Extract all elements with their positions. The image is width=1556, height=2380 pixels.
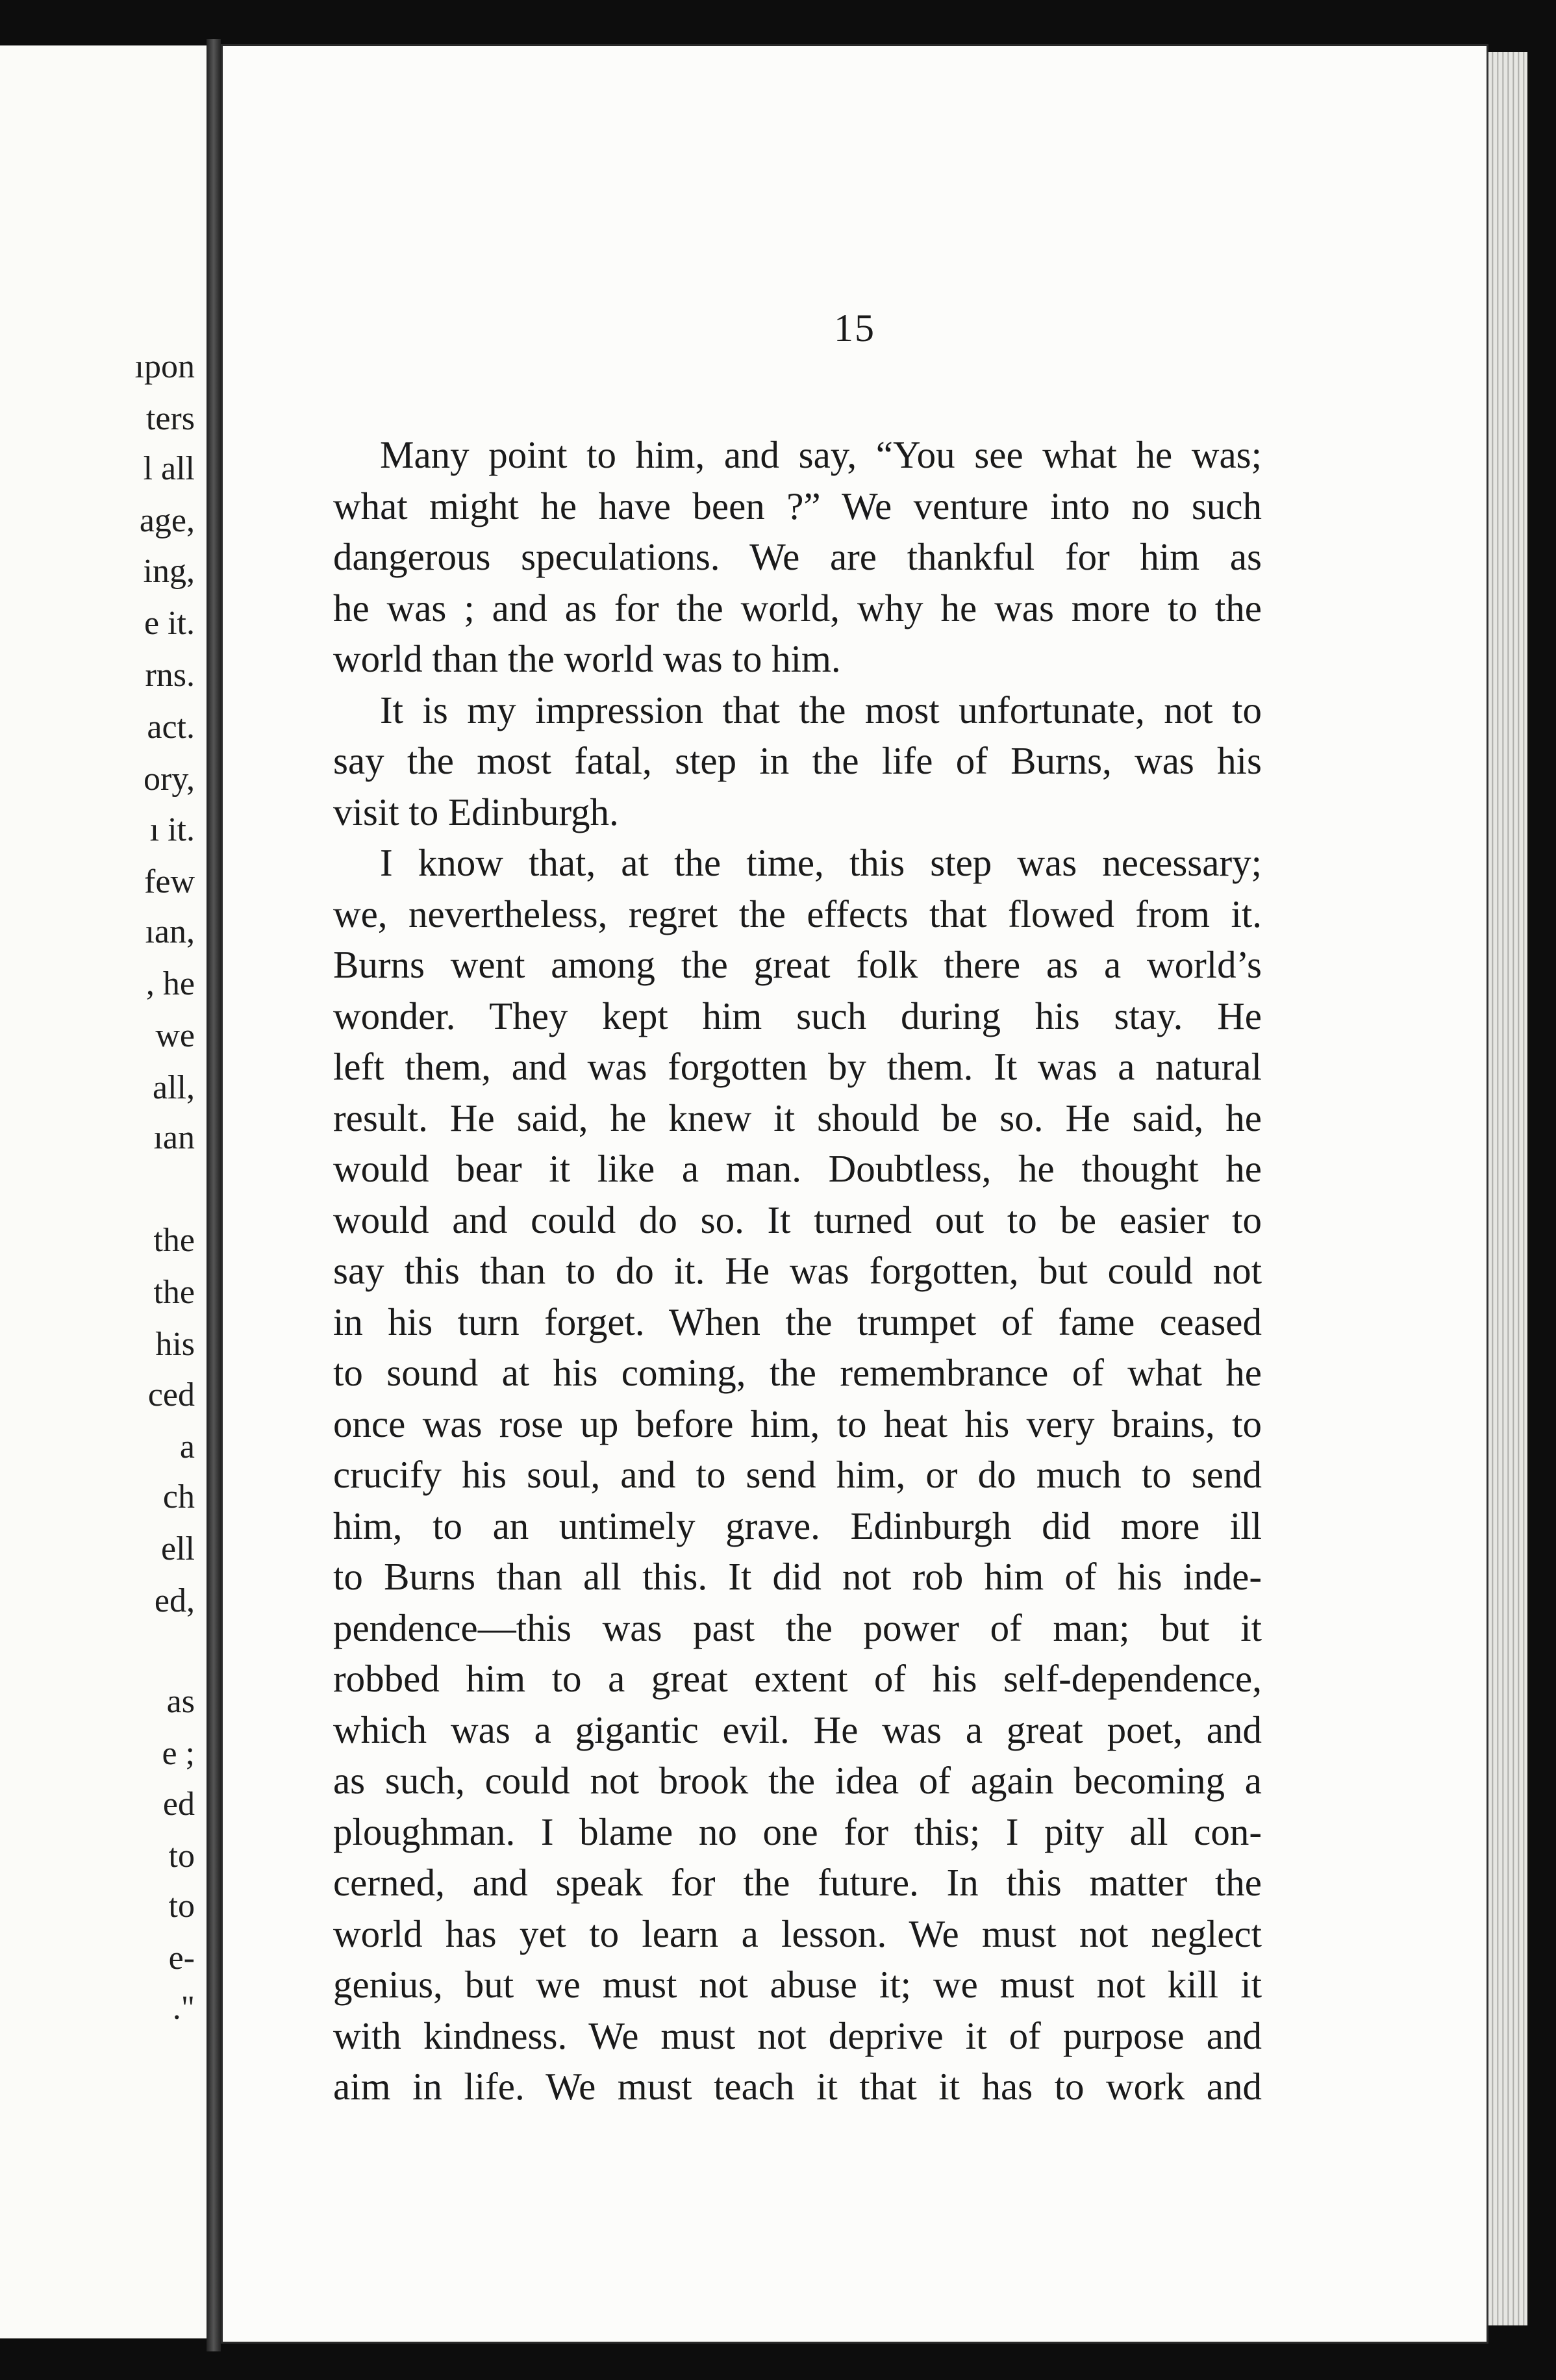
previous-page-edge [0,45,209,2338]
left-page-text-fragment: his [155,1326,195,1363]
text-line: world has yet to learn a lesson. We must not neglect [333,1912,1262,1955]
text-line: cerned, and speak for the future. In this matter the [333,1861,1262,1904]
text-line: which was a gigantic evil. He was a great poet, and [333,1708,1262,1751]
left-page-text-fragment: as [166,1683,195,1720]
left-page-text-fragment: a [179,1428,195,1465]
left-page-text-fragment: l all [143,450,195,487]
text-line: It is my impression that the most unfortunate, not to [380,688,1262,731]
left-page-text-fragment: ch [162,1478,195,1515]
left-page-text-fragment: , he [145,965,195,1002]
text-line: with kindness. We must not deprive it of purpose and [333,2014,1262,2057]
text-line: as such, could not brook the idea of again becoming a [333,1759,1262,1802]
left-page-text-fragment: few [144,863,195,900]
left-page-text-fragment: we [155,1017,195,1054]
text-line: say the most fatal, step in the life of Burns, was his [333,739,1262,782]
left-page-text-fragment: age, [139,502,195,539]
left-page-text-fragment: e- [168,1940,195,1977]
text-line: would and could do so. It turned out to be easier to [333,1198,1262,1241]
left-page-text-fragment: to [168,1838,195,1875]
text-line: result. He said, he knew it should be so. He said, he [333,1096,1262,1139]
book-page [221,44,1488,2344]
text-line: left them, and was forgotten by them. It was a natural [333,1045,1262,1088]
text-line: visit to Edinburgh. [333,790,619,833]
left-page-text-fragment: ed [162,1786,195,1823]
left-page-text-fragment: ıpon [134,348,195,385]
left-page-text-fragment: ı it. [149,811,195,848]
text-line: say this than to do it. He was forgotten, but could not [333,1249,1262,1292]
page-number: 15 [834,307,875,349]
text-line: aim in life. We must teach it that it has to work and [333,2065,1262,2108]
left-page-text-fragment: e ; [162,1735,195,1772]
text-line: I know that, at the time, this step was necessary; [380,841,1262,884]
text-line: he was ; and as for the world, why he was more to the [333,586,1262,629]
left-page-text-fragment: ory, [144,761,195,798]
text-line: him, to an untimely grave. Edinburgh did more ill [333,1504,1262,1547]
text-line: to Burns than all this. It did not rob him of his inde- [333,1555,1262,1598]
left-page-text-fragment: ced [147,1376,195,1413]
left-page-text-fragment: ." [172,1990,195,2027]
text-line: Burns went among the great folk there as a world’s [333,943,1262,986]
text-line: dangerous speculations. We are thankful for him as [333,535,1262,578]
left-page-text-fragment: ed, [154,1582,195,1619]
left-page-text-fragment: ıan, [145,913,195,950]
text-line: crucify his soul, and to send him, or do much to send [333,1453,1262,1496]
text-line: Many point to him, and say, “You see what he was; [380,433,1262,476]
left-page-text-fragment: to [168,1888,195,1925]
left-page-text-fragment: e it. [144,605,195,642]
text-line: to sound at his coming, the remembrance of what he [333,1351,1262,1394]
left-page-text-fragment: ters [145,400,195,437]
left-page-text-fragment: act. [147,709,195,746]
text-line: ploughman. I blame no one for this; I pity all con- [333,1810,1262,1853]
left-page-text-fragment: ıan [153,1119,195,1156]
left-page-text-fragment: ell [161,1530,195,1567]
text-line: we, nevertheless, regret the effects that flowed from it. [333,892,1262,935]
text-line: pendence—this was past the power of man; but it [333,1606,1262,1649]
text-line: world than the world was to him. [333,637,841,680]
left-page-text-fragment: all, [153,1069,195,1106]
left-page-text-fragment: ing, [143,553,195,590]
left-page-text-fragment: the [153,1274,195,1311]
book-gutter [207,39,221,2351]
page-body-text [333,429,1262,2112]
text-line: genius, but we must not abuse it; we must not kill it [333,1963,1262,2006]
text-line: would bear it like a man. Doubtless, he thought he [333,1147,1262,1190]
text-line: wonder. They kept him such during his stay. He [333,994,1262,1037]
text-line: what might he have been ?” We venture into no such [333,484,1262,527]
left-page-text-fragment: the [153,1222,195,1259]
text-line: robbed him to a great extent of his self-dependence, [333,1657,1262,1700]
text-line: in his turn forget. When the trumpet of fame ceased [333,1300,1262,1343]
page-edges [1487,52,1527,2325]
left-page-text-fragment: rns. [145,657,195,694]
text-line: once was rose up before him, to heat his very brains, to [333,1402,1262,1445]
